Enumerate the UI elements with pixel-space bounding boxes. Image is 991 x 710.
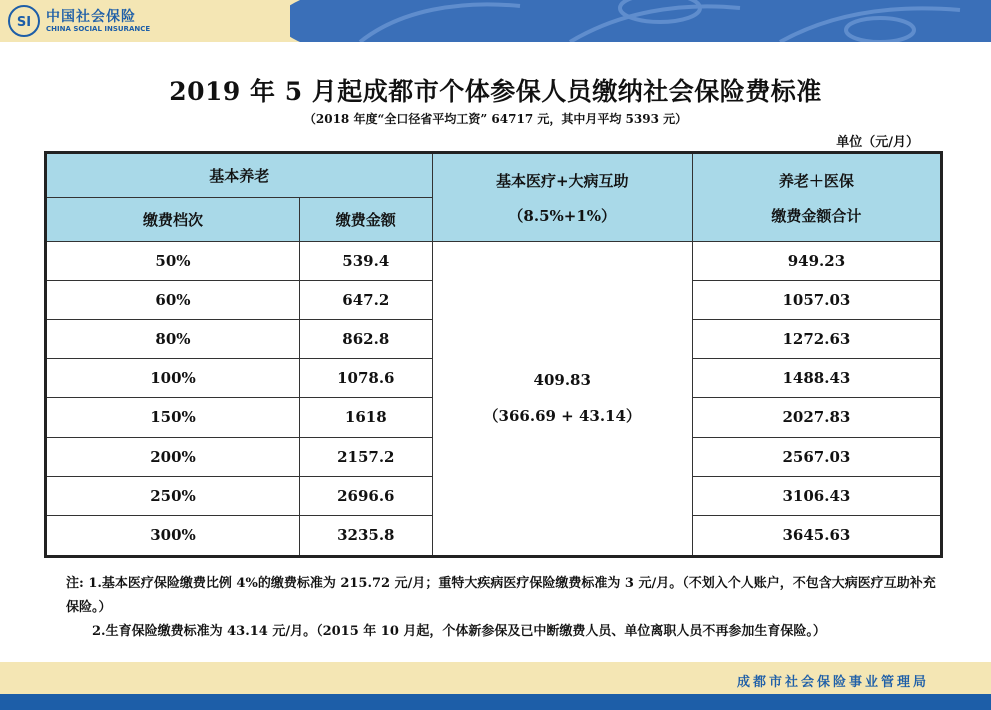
- amount-cell: 862.8: [299, 320, 432, 359]
- amount-cell: 1078.6: [299, 359, 432, 398]
- page-title: 2019 年 5 月起成都市个体参保人员缴纳社会保险费标准: [169, 77, 822, 106]
- level-cell: 100%: [46, 359, 300, 398]
- amount-cell: 1618: [299, 398, 432, 437]
- medical-header: [432, 153, 692, 242]
- note-1: 注: 1.基本医疗保险缴费比例 4%的缴费标准为 215.72 元/月；重特大疾病医疗保险缴费标准为 3 元/月。（不划入个人账户，不包含大病医疗互助补充保险。）: [66, 576, 936, 615]
- page-subtitle: （2018 年度“全口径省平均工资” 64717 元，其中月平均 5393 元）: [303, 112, 688, 126]
- svg-text:SI: SI: [16, 15, 32, 30]
- amount-cell: 647.2: [299, 281, 432, 320]
- note-2: 2.生育保险缴费标准为 43.14 元/月。（2015 年 10 月起，个体新参保及已中断缴费人员、单位离职人员不再参加生育保险。）: [92, 624, 826, 639]
- total-cell: 1488.43: [692, 359, 941, 398]
- level-cell: 300%: [46, 515, 300, 556]
- total-header-line2: 缴费金额合计: [771, 206, 862, 225]
- level-cell: 50%: [46, 242, 300, 281]
- medical-value: 409.83: [533, 371, 591, 389]
- amount-cell: 539.4: [299, 242, 432, 281]
- amount-cell: 3235.8: [299, 515, 432, 556]
- medical-header-title: 基本医疗+大病互助: [495, 171, 629, 190]
- social-insurance-logo-icon: [8, 5, 40, 37]
- header-wave-decoration: [240, 0, 991, 42]
- footer-agency-name: 成都市社会保险事业管理局: [736, 675, 929, 690]
- total-cell: 949.23: [692, 242, 941, 281]
- table-row: [46, 242, 942, 281]
- total-cell: 3106.43: [692, 476, 941, 515]
- total-cell: 1272.63: [692, 320, 941, 359]
- amount-cell: 2696.6: [299, 476, 432, 515]
- medical-header-rate: （8.5%+1%）: [508, 206, 617, 225]
- level-cell: 60%: [46, 281, 300, 320]
- total-cell: 2027.83: [692, 398, 941, 437]
- total-cell: 2567.03: [692, 437, 941, 476]
- unit-label: 单位（元/月）: [836, 135, 919, 150]
- org-name-cn: 中国社会保险: [46, 9, 136, 25]
- amount-column-header: 缴费金额: [299, 198, 432, 242]
- fee-table: [44, 151, 943, 558]
- medical-breakdown: （366.69 + 43.14）: [483, 407, 641, 425]
- level-cell: 200%: [46, 437, 300, 476]
- page-header-banner: [0, 0, 991, 42]
- total-header-line1: 养老＋医保: [778, 171, 854, 190]
- amount-cell: 2157.2: [299, 437, 432, 476]
- level-cell: 150%: [46, 398, 300, 437]
- level-column-header: 缴费档次: [46, 198, 300, 242]
- total-cell: 3645.63: [692, 515, 941, 556]
- total-header: [692, 153, 941, 242]
- org-name-en: CHINA SOCIAL INSURANCE: [46, 25, 151, 33]
- footer-band: [0, 694, 991, 710]
- pension-group-header: 基本养老: [46, 153, 433, 198]
- total-cell: 1057.03: [692, 281, 941, 320]
- medical-value-cell: [432, 242, 692, 557]
- notes-section: [66, 572, 946, 644]
- level-cell: 80%: [46, 320, 300, 359]
- level-cell: 250%: [46, 476, 300, 515]
